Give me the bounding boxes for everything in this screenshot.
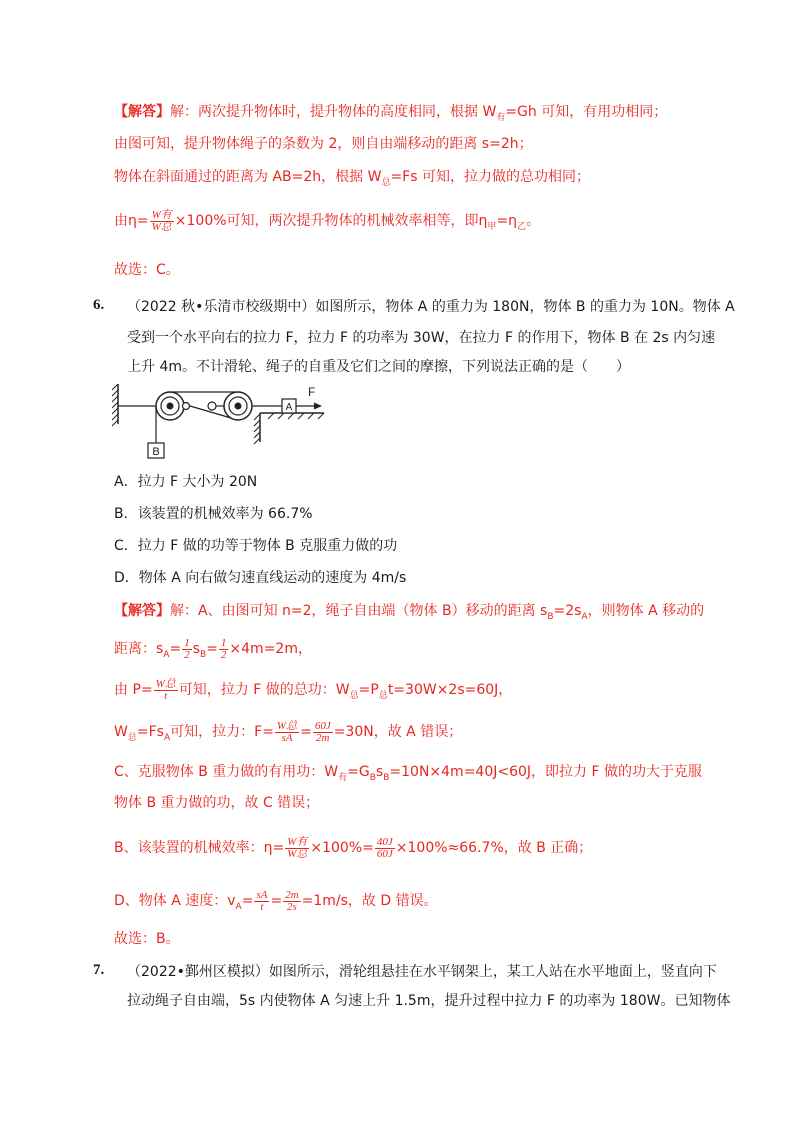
q6-option-b: B．该装置的机械效率为 66.7% bbox=[114, 506, 313, 522]
wall-hatch bbox=[112, 384, 118, 426]
q5-solution-line-3: 物体在斜面通过的距离为 AB=2h，根据 $W_总=Fs$ 可知，拉力做的总功相同； bbox=[114, 169, 590, 188]
q6-solution-line-5: C、克服物体 B 重力做的有用功：$W_有=G_Bs_B=10N\times 4m=40J<60J$，即拉力 F 做的功大于克服 bbox=[114, 764, 702, 783]
q6-solution-line-7: B、该装置的机械效率：η= $\frac{\text{W有}}{\text{W总}}$ ×100%= $\frac{40J}{60J}$ ×100%≈66.7%，故 B 正确； bbox=[114, 835, 593, 860]
q6-stem-line-2: 受到一个水平向右的拉力 F，拉力 F 的功率为 30W，在拉力 F 的作用下，物体 B 在 2s 内匀速 bbox=[127, 330, 716, 346]
q6-option-d: D．物体 A 向右做匀速直线运动的速度为 4m/s bbox=[114, 570, 407, 586]
q6-answer-tag: 【解答】 bbox=[114, 603, 170, 619]
table-hatch bbox=[254, 413, 324, 444]
force-label: F bbox=[308, 385, 316, 399]
q6-number: 6. bbox=[93, 297, 105, 313]
q5-solution-line-1: 【解答】解：两次提升物体时，提升物体的高度相同，根据 $W_有=Gh$ 可知，有用功相同； bbox=[114, 104, 668, 123]
q6-stem-line-1: （2022 秋•乐清市校级期中）如图所示，物体 A 的重力为 180N，物体 B 的重力为 10N。物体 A bbox=[127, 299, 735, 315]
block-b-label: B bbox=[152, 446, 160, 458]
pulley-diagram bbox=[112, 380, 342, 464]
block-a-label: A bbox=[285, 402, 293, 413]
q6-choice: 故选：B。 bbox=[114, 931, 180, 947]
q6-solution-line-1: 【解答】解：A、由图可知 n=2，绳子自由端（物体 B）移动的距离 $s_B=2s_A$，则物体 A 移动的 bbox=[114, 603, 705, 622]
q7-number: 7. bbox=[93, 962, 105, 978]
q7-stem-line-1: （2022•鄞州区模拟）如图所示，滑轮组悬挂在水平钢架上，某工人站在水平地面上，竖直向下 bbox=[127, 964, 717, 980]
q6-solution-line-4: $W_总=Fs_A$可知，拉力：F= $\frac{\text{W总}}{sA}$ = $\frac{60J}{2m}$ =30N，故 A 错误； bbox=[114, 719, 463, 744]
q6-solution-line-6: 物体 B 重力做的功，故 C 错误； bbox=[114, 795, 320, 811]
q7-stem-line-2: 拉动绳子自由端，5s 内使物体 A 匀速上升 1.5m，提升过程中拉力 F 的功率为 180W。已知物体 bbox=[127, 993, 731, 1009]
q6-solution-line-2: 距离：$s_A=$ $\frac{1}{2}$ $s_B=$ $\frac{1}{2}$ ×4m=2m， bbox=[114, 636, 312, 661]
efficiency-fraction: $\frac{\text{W有}}{\text{W总}}$ bbox=[151, 208, 172, 233]
q6-stem-line-3: 上升 4m。不计滑轮、绳子的自重及它们之间的摩擦，下列说法正确的是（ ） bbox=[127, 359, 630, 375]
q5-solution-line-2: 由图可知，提升物体绳子的条数为 2，则自由端移动的距离 s=2h； bbox=[114, 136, 533, 152]
q5-choice: 故选：C。 bbox=[114, 262, 180, 278]
q5-solution-line-4: 由η= $\frac{\text{W有}}{\text{W总}}$ ×100%可知，两次提升物体的机械效率相等，即$\eta_甲=\eta_乙$。 bbox=[114, 208, 541, 233]
q6-solution-line-8: D、物体 A 速度：$v_A=$ $\frac{sA}{t}$ = $\frac{2m}{2s}$ =1m/s，故 D 错误。 bbox=[114, 888, 438, 913]
q6-option-a: A．拉力 F 大小为 20N bbox=[114, 474, 258, 490]
q6-solution-line-3: 由 P= $\frac{\text{W总}}{t}$ 可知，拉力 F 做的总功：$W_总=P_总t=30W\times 2s=60J$， bbox=[114, 677, 513, 702]
q5-answer-tag: 【解答】 bbox=[114, 104, 170, 120]
q6-option-c: C．拉力 F 做的功等于物体 B 克服重力做的功 bbox=[114, 538, 398, 554]
